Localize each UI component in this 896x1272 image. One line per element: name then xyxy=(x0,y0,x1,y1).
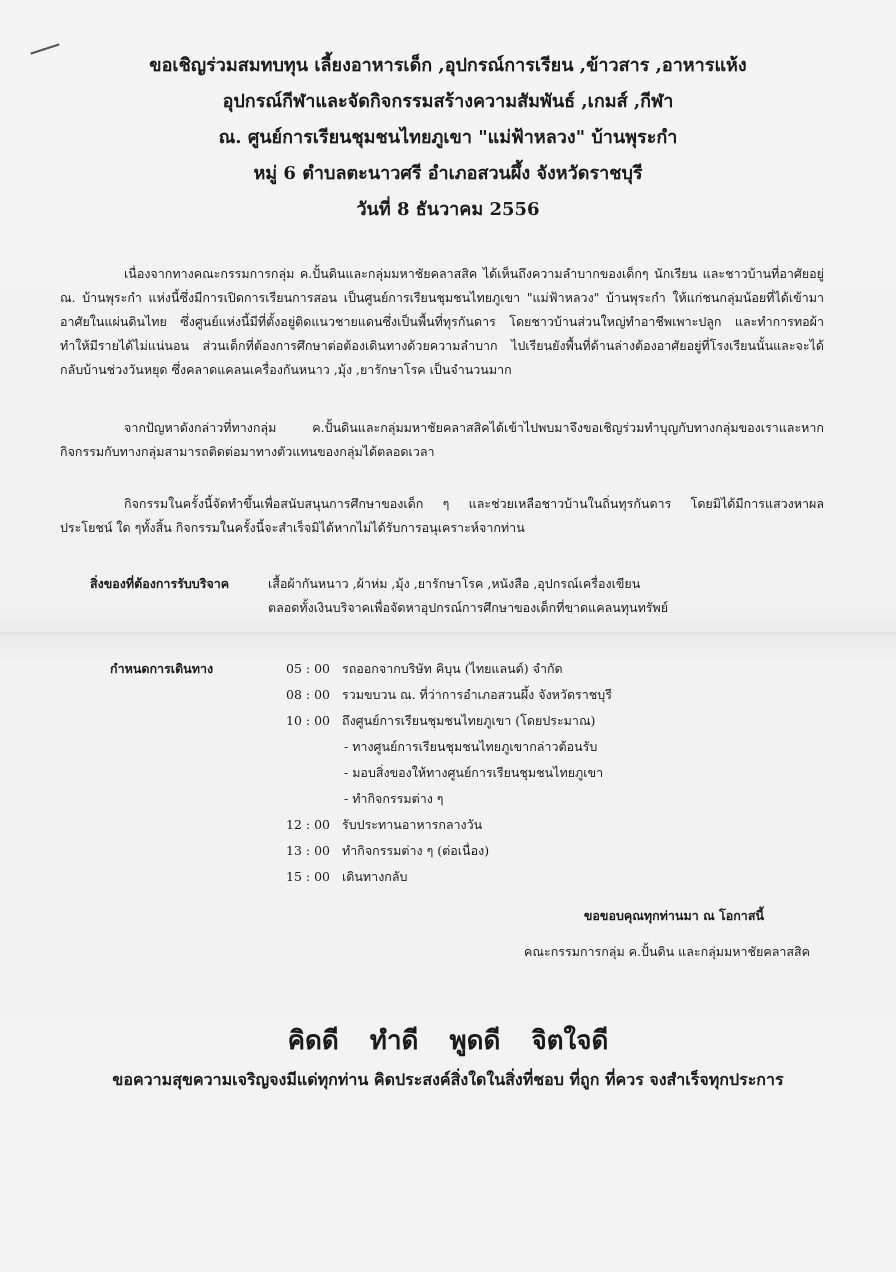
schedule-desc: เดินทางกลับ xyxy=(342,869,408,884)
organizer-signature: คณะกรรมการกลุ่ม ค.ปั้นดิน และกลุ่มมหาชัยคลาสสิค xyxy=(524,944,810,959)
header-date: วันที่ 8 ธันวาคม 2556 xyxy=(356,199,540,220)
schedule-time: 12 : 00 xyxy=(286,817,330,832)
schedule-desc: - มอบสิ่งของให้ทางศูนย์การเรียนชุมชนไทยภูเขา xyxy=(344,765,604,780)
schedule-time: 13 : 00 xyxy=(286,843,330,858)
schedule-time: 10 : 00 xyxy=(286,713,330,728)
schedule-row xyxy=(286,656,706,682)
donation-items xyxy=(268,572,788,620)
header-line-4: หมู่ 6 ตำบลตะนาวศรี อำเภอสวนผึ้ง จังหวัดราชบุรี xyxy=(253,163,643,184)
motto: คิดดี ทำดี พูดดี จิตใจดี xyxy=(287,1026,609,1056)
schedule-desc: รวมขบวน ณ. ที่ว่าการอำเภอสวนผึ้ง จังหวัดราชบุรี xyxy=(342,687,612,702)
schedule-label: กำหนดการเดินทาง xyxy=(110,661,214,676)
schedule-time: 15 : 00 xyxy=(286,869,330,884)
donation-label: สิ่งของที่ต้องการรับบริจาค xyxy=(90,576,230,591)
thank-you-note: ขอขอบคุณทุกท่านมา ณ โอกาสนี้ xyxy=(583,908,764,923)
header-line-1: ขอเชิญร่วมสมทบทุน เลี้ยงอาหารเด็ก ,อุปกรณ์การเรียน ,ข้าวสาร ,อาหารแห้ง xyxy=(149,55,747,76)
donation-line-2: ตลอดทั้งเงินบริจาคเพื่อจัดหาอุปกรณ์การศึกษาของเด็กที่ขาดแคลนทุนทรัพย์ xyxy=(268,600,669,615)
paper-fold-line xyxy=(0,632,896,635)
paragraph-background xyxy=(60,262,824,382)
schedule-time: 08 : 00 xyxy=(286,687,330,702)
schedule-desc: รถออกจากบริษัท คิบุน (ไทยแลนด์) จำกัด xyxy=(342,661,563,676)
paragraph-1-text: เนื่องจากทางคณะกรรมการกลุ่ม ค.ปั้นดินและกลุ่มมหาชัยคลาสสิค ได้เห็นถึงความลำบากของเด็กๆ นักเรียน และชาวบ้านที่อาศัยอยู่ ณ. บ้านพุระกำ แห่งนี้ซึ่งมีการเปิดการเรียนการสอน เป็นศูนย์การเรียนชุมชนไทยภูเขา "แม่ฟ้าหลวง" บ้านพุระกำ ให้แก่ชนกลุ่มน้อยที่ได้เข้ามาอาศัยในแผ่นดินไทย ซึ่งศูนย์แห่งนี้มีที่ตั้งอยู่ติดแนวชายแดนซึ่งเป็นพื้นที่ทุรกันดาร โดยชาวบ้านส่วนใหญ่ทำอาชีพเพาะปลูก และทำการทอผ้าทำให้มีรายได้ไม่แน่นอน ส่วนเด็กที่ต้องการศึกษาต่อต้องเดินทางด้วยความลำบาก ไปเรียนยังพื้นที่ด้านล่างต้องอาศัยอยู่ที่โรงเรียนนั้นและจะได้กลับบ้านช่วงวันหยุด ซึ่งคลาดแคลนเครื่องกันหนาว ,มุ้ง ,ยารักษาโรค เป็นจำนวนมาก xyxy=(60,266,824,377)
paragraph-purpose xyxy=(60,492,824,540)
schedule-time: 05 : 00 xyxy=(286,661,330,676)
schedule-row xyxy=(286,708,706,734)
schedule-list xyxy=(286,656,706,890)
schedule-row xyxy=(286,812,706,838)
schedule-desc: - ทำกิจกรรมต่าง ๆ xyxy=(344,791,444,806)
schedule-desc: - ทางศูนย์การเรียนชุมชนไทยภูเขากล่าวต้อนรับ xyxy=(344,739,598,754)
paragraph-2-text: จากปัญหาดังกล่าวที่ทางกลุ่ม ค.ปั้นดินและกลุ่มมหาชัยคลาสสิคได้เข้าไปพบมาจึงขอเชิญร่วมทำบุญกับทางกลุ่มของเราและหากกิจกรรมกับทางกลุ่มสามารถติดต่อมาทางตัวแทนของกลุ่มได้ตลอดเวลา xyxy=(60,420,824,459)
donation-line-1: เสื้อผ้ากันหนาว ,ผ้าห่ม ,มุ้ง ,ยารักษาโรค ,หนังสือ ,อุปกรณ์เครื่องเขียน xyxy=(268,576,641,591)
paragraph-invitation xyxy=(60,416,824,464)
header-line-2: อุปกรณ์กีฬาและจัดกิจกรรมสร้างความสัมพันธ์ ,เกมส์ ,กีฬา xyxy=(222,91,674,112)
document-header xyxy=(40,48,856,228)
schedule-subrow xyxy=(286,786,706,812)
header-line-3: ณ. ศูนย์การเรียนชุมชนไทยภูเขา "แม่ฟ้าหลวง" บ้านพุระกำ xyxy=(218,127,678,148)
schedule-row xyxy=(286,838,706,864)
blessing: ขอความสุขความเจริญจงมีแด่ทุกท่าน คิดประสงค์สิ่งใดในสิ่งที่ชอบ ที่ถูก ที่ควร จงสำเร็จทุกประการ xyxy=(112,1070,784,1089)
paragraph-3-text: กิจกรรมในครั้งนี้จัดทำขึ้นเพื่อสนับสนุนการศึกษาของเด็ก ๆ และช่วยเหลือชาวบ้านในถิ่นทุรกันดาร โดยมิได้มีการแสวงหาผลประโยชน์ ใด ๆทั้งสิ้น กิจกรรมในครั้งนี้จะสำเร็จมิได้หากไม่ได้รับการอนุเคราะห์จากท่าน xyxy=(60,496,824,535)
schedule-subrow xyxy=(286,760,706,786)
schedule-row xyxy=(286,864,706,890)
schedule-row xyxy=(286,682,706,708)
schedule-desc: ถึงศูนย์การเรียนชุมชนไทยภูเขา (โดยประมาณ) xyxy=(342,713,596,728)
schedule-desc: รับประทานอาหารกลางวัน xyxy=(342,817,483,832)
schedule-subrow xyxy=(286,734,706,760)
schedule-desc: ทำกิจกรรมต่าง ๆ (ต่อเนื่อง) xyxy=(342,843,490,858)
